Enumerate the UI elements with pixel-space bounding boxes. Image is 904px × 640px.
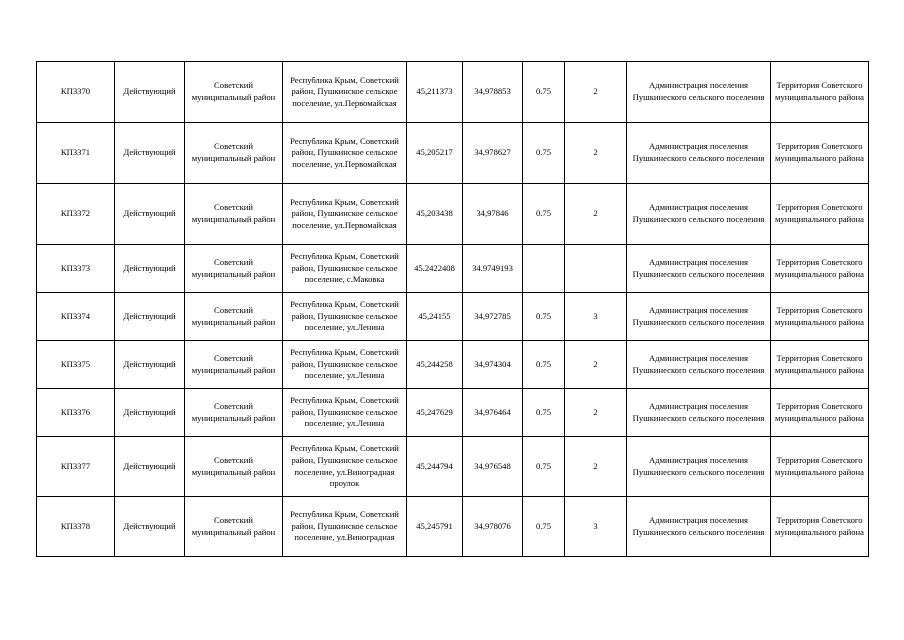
cell-district: Советский муниципальный район: [185, 497, 283, 557]
table-row: [37, 341, 869, 389]
cell-area: 0.75: [523, 497, 565, 557]
cell-site-id: КП3376: [37, 389, 115, 437]
cell-address: Республика Крым, Советский район, Пушкинское сельское поселение, ул.Виноградная: [283, 497, 407, 557]
cell-longitude: 34,976464: [463, 389, 523, 437]
cell-count: 3: [565, 497, 627, 557]
cell-address: Республика Крым, Советский район, Пушкинское сельское поселение, ул.Первомайская: [283, 62, 407, 123]
cell-territory: Территория Советского муниципального района: [771, 62, 869, 123]
container-site-registry-table: [36, 61, 869, 557]
cell-latitude: 45,244258: [407, 341, 463, 389]
cell-owner: Администрация поселения Пушкинеского сельского поселения: [627, 245, 771, 293]
cell-site-id: КП3377: [37, 437, 115, 497]
cell-longitude: 34,978076: [463, 497, 523, 557]
cell-status: Действующий: [115, 184, 185, 245]
cell-count: 2: [565, 437, 627, 497]
cell-status: Действующий: [115, 497, 185, 557]
table-row: [37, 184, 869, 245]
cell-status: Действующий: [115, 245, 185, 293]
cell-longitude: 34,978627: [463, 123, 523, 184]
table-row: [37, 389, 869, 437]
cell-territory: Территория Советского муниципального района: [771, 437, 869, 497]
cell-district: Советский муниципальный район: [185, 62, 283, 123]
cell-longitude: 34,976548: [463, 437, 523, 497]
cell-site-id: КП3370: [37, 62, 115, 123]
cell-owner: Администрация поселения Пушкинеского сельского поселения: [627, 389, 771, 437]
cell-status: Действующий: [115, 62, 185, 123]
table-row: [37, 123, 869, 184]
cell-district: Советский муниципальный район: [185, 389, 283, 437]
cell-latitude: 45,211373: [407, 62, 463, 123]
cell-address: Республика Крым, Советский район, Пушкинское сельское поселение, ул.Первомайская: [283, 123, 407, 184]
cell-territory: Территория Советского муниципального района: [771, 123, 869, 184]
cell-longitude: 34,97846: [463, 184, 523, 245]
cell-territory: Территория Советского муниципального района: [771, 293, 869, 341]
cell-address: Республика Крым, Советский район, Пушкинское сельское поселение, ул.Первомайская: [283, 184, 407, 245]
cell-latitude: 45.2422408: [407, 245, 463, 293]
cell-area: 0.75: [523, 341, 565, 389]
cell-owner: Администрация поселения Пушкинеского сельского поселения: [627, 123, 771, 184]
cell-district: Советский муниципальный район: [185, 437, 283, 497]
cell-owner: Администрация поселения Пушкинеского сельского поселения: [627, 184, 771, 245]
cell-longitude: 34.9749193: [463, 245, 523, 293]
cell-latitude: 45,247629: [407, 389, 463, 437]
cell-status: Действующий: [115, 389, 185, 437]
cell-area: [523, 245, 565, 293]
cell-area: 0.75: [523, 184, 565, 245]
cell-count: 2: [565, 123, 627, 184]
cell-site-id: КП3374: [37, 293, 115, 341]
cell-owner: Администрация поселения Пушкинеского сельского поселения: [627, 341, 771, 389]
cell-count: 3: [565, 293, 627, 341]
cell-site-id: КП3375: [37, 341, 115, 389]
cell-territory: Территория Советского муниципального района: [771, 245, 869, 293]
table-row: [37, 437, 869, 497]
cell-site-id: КП3371: [37, 123, 115, 184]
cell-status: Действующий: [115, 437, 185, 497]
cell-latitude: 45,245791: [407, 497, 463, 557]
cell-longitude: 34,978853: [463, 62, 523, 123]
table-row: [37, 62, 869, 123]
table-row: [37, 497, 869, 557]
table-row: [37, 245, 869, 293]
cell-district: Советский муниципальный район: [185, 123, 283, 184]
cell-address: Республика Крым, Советский район, Пушкинское сельское поселение, ул.Ленина: [283, 389, 407, 437]
cell-count: 2: [565, 389, 627, 437]
cell-district: Советский муниципальный район: [185, 293, 283, 341]
cell-longitude: 34,972785: [463, 293, 523, 341]
cell-area: 0.75: [523, 389, 565, 437]
cell-address: Республика Крым, Советский район, Пушкинское сельское поселение, с.Маковка: [283, 245, 407, 293]
cell-latitude: 45,205217: [407, 123, 463, 184]
cell-address: Республика Крым, Советский район, Пушкинское сельское поселение, ул.Ленина: [283, 293, 407, 341]
cell-status: Действующий: [115, 293, 185, 341]
cell-site-id: КП3378: [37, 497, 115, 557]
cell-site-id: КП3373: [37, 245, 115, 293]
cell-latitude: 45,24155: [407, 293, 463, 341]
cell-area: 0.75: [523, 62, 565, 123]
cell-district: Советский муниципальный район: [185, 245, 283, 293]
cell-territory: Территория Советского муниципального района: [771, 341, 869, 389]
cell-owner: Администрация поселения Пушкинеского сельского поселения: [627, 293, 771, 341]
cell-address: Республика Крым, Советский район, Пушкинское сельское поселение, ул.Ленина: [283, 341, 407, 389]
table-row: [37, 293, 869, 341]
cell-count: 2: [565, 184, 627, 245]
cell-owner: Администрация поселения Пушкинеского сельского поселения: [627, 62, 771, 123]
cell-owner: Администрация поселения Пушкинеского сельского поселения: [627, 437, 771, 497]
cell-district: Советский муниципальный район: [185, 341, 283, 389]
cell-latitude: 45,244794: [407, 437, 463, 497]
cell-status: Действующий: [115, 123, 185, 184]
cell-address: Республика Крым, Советский район, Пушкинское сельское поселение, ул.Виноградная проулок: [283, 437, 407, 497]
cell-territory: Территория Советского муниципального района: [771, 184, 869, 245]
cell-longitude: 34,974304: [463, 341, 523, 389]
cell-area: 0.75: [523, 293, 565, 341]
cell-latitude: 45,203438: [407, 184, 463, 245]
cell-site-id: КП3372: [37, 184, 115, 245]
cell-area: 0.75: [523, 437, 565, 497]
cell-count: [565, 245, 627, 293]
cell-area: 0.75: [523, 123, 565, 184]
cell-count: 2: [565, 62, 627, 123]
cell-district: Советский муниципальный район: [185, 184, 283, 245]
cell-territory: Территория Советского муниципального района: [771, 389, 869, 437]
cell-count: 2: [565, 341, 627, 389]
cell-owner: Администрация поселения Пушкинеского сельского поселения: [627, 497, 771, 557]
cell-territory: Территория Советского муниципального района: [771, 497, 869, 557]
cell-status: Действующий: [115, 341, 185, 389]
